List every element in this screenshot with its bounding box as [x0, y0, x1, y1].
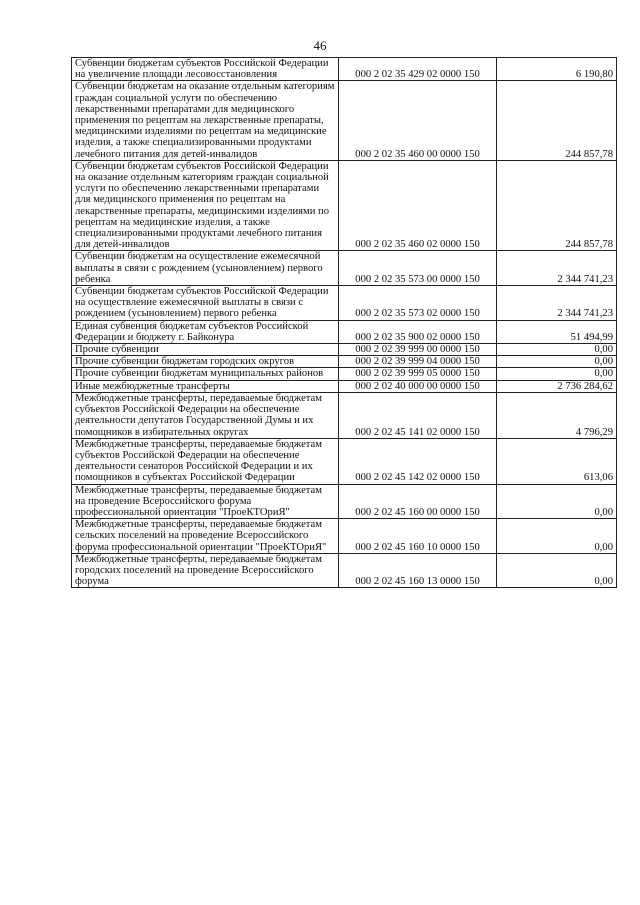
row-amount: 0,00 [497, 368, 617, 380]
row-amount: 51 494,99 [497, 320, 617, 343]
row-amount: 6 190,80 [497, 58, 617, 81]
table-row [72, 484, 617, 519]
row-name: Межбюджетные трансферты, передаваемые бюджетам субъектов Российской Федерации на обеспечение деятельности депутатов Государственной Думы и их помощников в избирательных округах [72, 392, 339, 438]
row-code: 000 2 02 39 999 04 0000 150 [338, 356, 496, 368]
row-code: 000 2 02 45 141 02 0000 150 [338, 392, 496, 438]
row-code: 000 2 02 35 573 02 0000 150 [338, 286, 496, 321]
row-name: Прочие субвенции бюджетам городских округов [72, 356, 339, 368]
row-name: Единая субвенция бюджетам субъектов Российской Федерации и бюджету г. Байконура [72, 320, 339, 343]
row-amount: 244 857,78 [497, 160, 617, 251]
row-amount: 244 857,78 [497, 81, 617, 160]
page-number: 46 [313, 38, 327, 53]
row-name: Иные межбюджетные трансферты [72, 380, 339, 392]
row-name: Межбюджетные трансферты, передаваемые бюджетам сельских поселений на проведение Всероссийского форума профессиональной ориентации "ПроеКТОриЯ" [72, 519, 339, 554]
row-name: Межбюджетные трансферты, передаваемые бюджетам на проведение Всероссийского форума профессиональной ориентации "ПроеКТОриЯ" [72, 484, 339, 519]
row-amount: 0,00 [497, 344, 617, 356]
row-amount: 613,06 [497, 438, 617, 484]
table-row [72, 160, 617, 251]
table-row [72, 380, 617, 392]
table-row [72, 344, 617, 356]
row-name: Субвенции бюджетам субъектов Российской Федерации на оказание отдельным категориям граждан социальной услуги по обеспечению лекарственными препаратами для медицинского применения по рецептам на лекарственные препараты, медицинскими изделиями по рецептам на медицинские изделия, а также специализированными продуктами лечебного питания для детей-инвалидов [72, 160, 339, 251]
row-amount: 2 736 284,62 [497, 380, 617, 392]
table-row [72, 392, 617, 438]
row-code: 000 2 02 45 142 02 0000 150 [338, 438, 496, 484]
row-name: Прочие субвенции бюджетам муниципальных районов [72, 368, 339, 380]
table-row [72, 356, 617, 368]
table-row [72, 438, 617, 484]
table-row [72, 368, 617, 380]
row-amount: 0,00 [497, 519, 617, 554]
row-code: 000 2 02 45 160 10 0000 150 [338, 519, 496, 554]
row-name: Субвенции бюджетам субъектов Российской Федерации на увеличение площади лесовосстановления [72, 58, 339, 81]
table-row [72, 553, 617, 588]
table-row [72, 320, 617, 343]
row-code: 000 2 02 35 429 02 0000 150 [338, 58, 496, 81]
row-code: 000 2 02 40 000 00 0000 150 [338, 380, 496, 392]
row-name: Прочие субвенции [72, 344, 339, 356]
table-row [72, 58, 617, 81]
row-name: Межбюджетные трансферты, передаваемые бюджетам субъектов Российской Федерации на обеспечение деятельности сенаторов Российской Федерации и их помощников в субъектах Российской Федерации [72, 438, 339, 484]
row-code: 000 2 02 45 160 13 0000 150 [338, 553, 496, 588]
table-row [72, 251, 617, 286]
row-code: 000 2 02 39 999 00 0000 150 [338, 344, 496, 356]
row-name: Субвенции бюджетам субъектов Российской Федерации на осуществление ежемесячной выплаты в связи с рождением (усыновлением) первого ребенка [72, 286, 339, 321]
row-code: 000 2 02 35 900 02 0000 150 [338, 320, 496, 343]
table-row [72, 81, 617, 160]
row-code: 000 2 02 39 999 05 0000 150 [338, 368, 496, 380]
table-row [72, 286, 617, 321]
row-code: 000 2 02 35 460 00 0000 150 [338, 81, 496, 160]
row-amount: 0,00 [497, 553, 617, 588]
row-code: 000 2 02 35 460 02 0000 150 [338, 160, 496, 251]
row-amount: 2 344 741,23 [497, 286, 617, 321]
row-name: Межбюджетные трансферты, передаваемые бюджетам городских поселений на проведение Всероссийского форума [72, 553, 339, 588]
row-code: 000 2 02 45 160 00 0000 150 [338, 484, 496, 519]
row-amount: 0,00 [497, 356, 617, 368]
budget-table [71, 57, 617, 588]
row-name: Субвенции бюджетам на осуществление ежемесячной выплаты в связи с рождением (усыновлением) первого ребенка [72, 251, 339, 286]
row-name: Субвенции бюджетам на оказание отдельным категориям граждан социальной услуги по обеспечению лекарственными препаратами для медицинского применения по рецептам на лекарственные препараты, медицинскими изделиями по рецептам на медицинские изделия, а также специализированными продуктами лечебного питания для детей-инвалидов [72, 81, 339, 160]
row-amount: 0,00 [497, 484, 617, 519]
row-amount: 4 796,29 [497, 392, 617, 438]
row-code: 000 2 02 35 573 00 0000 150 [338, 251, 496, 286]
row-amount: 2 344 741,23 [497, 251, 617, 286]
table-row [72, 519, 617, 554]
